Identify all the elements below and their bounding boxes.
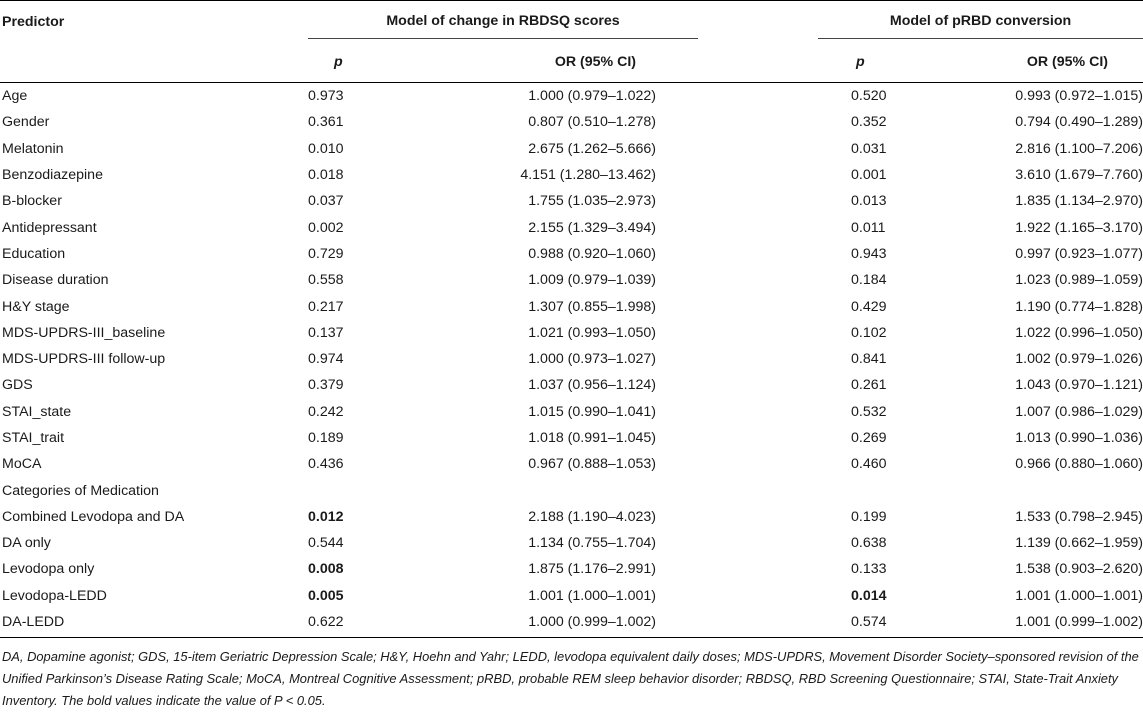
gap-cell bbox=[698, 109, 818, 135]
or-ci-rbdsq-cell: 1.000 (0.999–1.002) bbox=[378, 609, 698, 638]
or-ci-prbd-cell: 0.993 (0.972–1.015) bbox=[1015, 88, 1143, 105]
p-value-prbd-cell bbox=[818, 477, 938, 503]
table-row bbox=[0, 609, 1143, 638]
or-ci-rbdsq-cell: 1.015 (0.990–1.041) bbox=[528, 403, 657, 420]
predictor-cell: Antidepressant bbox=[2, 219, 97, 236]
p-value-prbd-cell: 0.184 bbox=[851, 272, 887, 289]
predictor-subheader-empty bbox=[0, 42, 308, 83]
or-ci-rbdsq-cell: 1.134 (0.755–1.704) bbox=[528, 535, 657, 552]
gap-cell bbox=[698, 136, 818, 162]
header-row-groups bbox=[0, 1, 1143, 43]
p-value-rbdsq-cell: 0.361 bbox=[308, 114, 344, 131]
gap-cell bbox=[698, 267, 818, 293]
or-ci-prbd-cell: 1.533 (0.798–2.945) bbox=[1015, 508, 1143, 525]
gap-cell bbox=[698, 83, 818, 110]
predictor-cell: STAI_trait bbox=[2, 430, 65, 446]
p-value-prbd-cell: 0.199 bbox=[851, 508, 887, 525]
p-value-rbdsq-cell: 0.379 bbox=[308, 377, 344, 394]
or-ci-prbd-cell: 1.001 (0.999–1.002) bbox=[938, 609, 1143, 638]
p-value-rbdsq-cell: 0.558 bbox=[308, 272, 344, 289]
or-ci-rbdsq-cell: 0.988 (0.920–1.060) bbox=[528, 245, 657, 262]
p-value-prbd-cell: 0.460 bbox=[851, 456, 887, 473]
or-ci-prbd-cell: 1.043 (0.970–1.121) bbox=[1015, 377, 1143, 394]
gap-cell bbox=[698, 372, 818, 398]
predictor-cell: Categories of Medication bbox=[2, 482, 159, 499]
or-ci-rbdsq-cell: 1.875 (1.176–2.991) bbox=[528, 561, 657, 578]
or-ci-rbdsq-cell: 0.967 (0.888–1.053) bbox=[528, 456, 657, 473]
rbdsq-model-title: Model of change in RBDSQ scores bbox=[308, 5, 698, 39]
p-value-rbdsq-cell: 0.436 bbox=[308, 456, 344, 473]
p-value-prbd-cell: 0.031 bbox=[851, 140, 887, 157]
subheader-gap bbox=[698, 42, 818, 83]
table-row bbox=[0, 477, 1143, 503]
table-footnote: DA, Dopamine agonist; GDS, 15-item Geriatric Depression Scale; H&Y, Hoehn and Yahr; LEDD, levodopa equivalent daily doses; MDS-UPDRS, Movement Disorder Society–sponsored revision of the Unified Parkinson’s Disease Rating Scale; MoCA, Montreal Cognitive Assessment; pRBD, probable REM sleep behavior disorder; RBDSQ, RBD Screening Questionnaire; STAI, State-Trait Anxiety Inventory. The bold values indicate the value of P < 0.05. bbox=[2, 649, 1139, 709]
p-value-rbdsq-cell: 0.622 bbox=[308, 609, 378, 638]
or-ci-rbdsq-cell: 2.188 (1.190–4.023) bbox=[528, 508, 657, 525]
or-ci-rbdsq-cell: 1.001 (1.000–1.001) bbox=[528, 587, 657, 604]
predictor-cell: DA-LEDD bbox=[0, 609, 308, 638]
or-ci-rbdsq-cell: 0.807 (0.510–1.278) bbox=[528, 114, 657, 131]
gap-cell bbox=[698, 162, 818, 188]
predictor-cell: Age bbox=[2, 88, 28, 105]
p-value-prbd-cell: 0.574 bbox=[818, 609, 938, 638]
gap-cell bbox=[698, 451, 818, 477]
predictor-cell: Melatonin bbox=[2, 140, 64, 157]
or-ci-prbd-cell: 1.190 (0.774–1.828) bbox=[1015, 298, 1143, 315]
or-ci-rbdsq-cell: 4.151 (1.280–13.462) bbox=[520, 167, 657, 184]
or-ci-header-prbd: OR (95% CI) bbox=[938, 42, 1143, 83]
table-row bbox=[0, 293, 1143, 319]
gap-cell bbox=[698, 214, 818, 240]
predictor-cell: Benzodiazepine bbox=[2, 167, 103, 184]
predictor-cell: Disease duration bbox=[2, 272, 109, 289]
predictor-cell: H&Y stage bbox=[2, 298, 70, 315]
table-row bbox=[0, 504, 1143, 530]
results-table-body bbox=[0, 83, 1143, 638]
gap-cell bbox=[698, 188, 818, 214]
prbd-model-header bbox=[818, 1, 1143, 43]
p-value-rbdsq-cell: 0.544 bbox=[308, 535, 344, 552]
p-value-header-rbdsq: p bbox=[308, 42, 378, 83]
or-ci-prbd-cell: 1.922 (1.165–3.170) bbox=[1015, 219, 1143, 236]
p-value-rbdsq-cell: 0.974 bbox=[308, 351, 344, 368]
p-value-prbd-cell: 0.102 bbox=[851, 324, 887, 341]
prbd-model-title: Model of pRBD conversion bbox=[818, 5, 1143, 39]
or-ci-rbdsq-cell: 1.307 (0.855–1.998) bbox=[528, 298, 657, 315]
table-row bbox=[0, 399, 1143, 425]
p-value-prbd-cell: 0.429 bbox=[851, 298, 887, 315]
p-value-rbdsq-cell: 0.008 bbox=[308, 561, 344, 578]
or-ci-rbdsq-cell: 1.037 (0.956–1.124) bbox=[528, 377, 657, 394]
p-value-prbd-cell: 0.014 bbox=[851, 587, 887, 604]
predictor-cell: GDS bbox=[2, 377, 33, 394]
predictor-cell: MDS-UPDRS-III follow-up bbox=[2, 351, 166, 368]
or-ci-header-rbdsq: OR (95% CI) bbox=[378, 42, 698, 83]
gap-cell bbox=[698, 425, 818, 451]
predictor-cell: DA only bbox=[2, 535, 51, 552]
gap-cell bbox=[698, 583, 818, 609]
or-ci-prbd-cell: 1.002 (0.979–1.026) bbox=[1015, 351, 1143, 368]
predictor-cell: Levodopa only bbox=[2, 561, 95, 578]
or-ci-prbd-cell: 0.794 (0.490–1.289) bbox=[1015, 114, 1143, 131]
p-value-prbd-cell: 0.013 bbox=[851, 193, 887, 210]
p-value-prbd-cell: 0.638 bbox=[851, 535, 887, 552]
or-ci-rbdsq-cell: 1.000 (0.979–1.022) bbox=[528, 88, 657, 105]
or-ci-rbdsq-cell: 2.675 (1.262–5.666) bbox=[528, 140, 657, 157]
or-ci-prbd-cell: 3.610 (1.679–7.760) bbox=[1015, 167, 1143, 184]
or-ci-rbdsq-cell: 1.755 (1.035–2.973) bbox=[528, 193, 657, 210]
predictor-cell: Education bbox=[2, 245, 66, 262]
table-row bbox=[0, 451, 1143, 477]
table-row bbox=[0, 267, 1143, 293]
predictor-cell: Levodopa-LEDD bbox=[2, 587, 107, 604]
predictor-cell: Combined Levodopa and DA bbox=[2, 508, 185, 525]
predictor-cell: MoCA bbox=[2, 456, 42, 473]
or-ci-rbdsq-cell: 1.018 (0.991–1.045) bbox=[528, 430, 657, 446]
table-row bbox=[0, 346, 1143, 372]
table-row bbox=[0, 188, 1143, 214]
header-row-columns bbox=[0, 42, 1143, 83]
p-value-rbdsq-cell: 0.729 bbox=[308, 245, 344, 262]
p-value-prbd-cell: 0.841 bbox=[851, 351, 887, 368]
or-ci-prbd-cell: 0.997 (0.923–1.077) bbox=[1015, 245, 1143, 262]
table-row bbox=[0, 83, 1143, 110]
or-ci-prbd-cell: 2.816 (1.100–7.206) bbox=[1015, 140, 1143, 157]
or-ci-prbd-cell: 1.013 (0.990–1.036) bbox=[1015, 430, 1143, 446]
table-row bbox=[0, 372, 1143, 398]
p-value-prbd-cell: 0.532 bbox=[851, 403, 887, 420]
p-value-rbdsq-cell: 0.010 bbox=[308, 140, 344, 157]
p-value-rbdsq-cell: 0.137 bbox=[308, 324, 344, 341]
or-ci-prbd-cell bbox=[938, 477, 1143, 503]
predictor-cell: STAI_state bbox=[2, 403, 72, 420]
predictor-cell: B-blocker bbox=[2, 193, 62, 210]
p-value-prbd-cell: 0.520 bbox=[851, 88, 887, 105]
p-value-rbdsq-cell: 0.242 bbox=[308, 403, 344, 420]
header-gap bbox=[698, 1, 818, 43]
gap-cell bbox=[698, 530, 818, 556]
or-ci-prbd-cell: 1.023 (0.989–1.059) bbox=[1015, 272, 1143, 289]
p-value-rbdsq-cell: 0.189 bbox=[308, 430, 344, 446]
rbdsq-model-header bbox=[308, 1, 698, 43]
p-value-prbd-cell: 0.352 bbox=[851, 114, 887, 131]
or-ci-rbdsq-cell bbox=[378, 477, 698, 503]
predictor-cell: Gender bbox=[2, 114, 50, 131]
p-value-rbdsq-cell: 0.037 bbox=[308, 193, 344, 210]
p-value-rbdsq-cell: 0.005 bbox=[308, 587, 344, 604]
gap-cell bbox=[698, 241, 818, 267]
predictor-header: Predictor bbox=[0, 1, 308, 43]
table-row bbox=[0, 425, 1143, 451]
or-ci-prbd-cell: 1.001 (1.000–1.001) bbox=[1015, 587, 1143, 604]
p-value-prbd-cell: 0.011 bbox=[851, 219, 886, 236]
table-row bbox=[0, 241, 1143, 267]
gap-cell bbox=[698, 399, 818, 425]
table-row bbox=[0, 530, 1143, 556]
or-ci-prbd-cell: 1.538 (0.903–2.620) bbox=[1015, 561, 1143, 578]
or-ci-rbdsq-cell: 1.000 (0.973–1.027) bbox=[528, 351, 657, 368]
p-value-rbdsq-cell: 0.973 bbox=[308, 88, 344, 105]
table-row bbox=[0, 109, 1143, 135]
p-value-rbdsq-cell bbox=[308, 477, 378, 503]
or-ci-rbdsq-cell: 2.155 (1.329–3.494) bbox=[528, 219, 657, 236]
p-value-prbd-cell: 0.943 bbox=[851, 245, 887, 262]
p-value-header-prbd: p bbox=[818, 42, 938, 83]
or-ci-prbd-cell: 1.835 (1.134–2.970) bbox=[1015, 193, 1143, 210]
p-value-rbdsq-cell: 0.012 bbox=[308, 508, 344, 525]
p-value-prbd-cell: 0.133 bbox=[851, 561, 887, 578]
gap-cell bbox=[698, 320, 818, 346]
table-row bbox=[0, 320, 1143, 346]
gap-cell bbox=[698, 556, 818, 582]
or-ci-prbd-cell: 1.139 (0.662–1.959) bbox=[1015, 535, 1143, 552]
p-value-prbd-cell: 0.261 bbox=[851, 377, 887, 394]
gap-cell bbox=[698, 477, 818, 503]
table-row bbox=[0, 583, 1143, 609]
or-ci-prbd-cell: 1.007 (0.986–1.029) bbox=[1015, 403, 1143, 420]
p-value-rbdsq-cell: 0.018 bbox=[308, 167, 344, 184]
p-value-rbdsq-cell: 0.002 bbox=[308, 219, 344, 236]
or-ci-prbd-cell: 0.966 (0.880–1.060) bbox=[1015, 456, 1143, 473]
p-value-prbd-cell: 0.269 bbox=[851, 430, 887, 446]
table-row bbox=[0, 162, 1143, 188]
predictor-cell: MDS-UPDRS-III_baseline bbox=[2, 324, 166, 341]
gap-cell bbox=[698, 504, 818, 530]
gap-cell bbox=[698, 346, 818, 372]
gap-cell bbox=[698, 293, 818, 319]
or-ci-rbdsq-cell: 1.021 (0.993–1.050) bbox=[528, 324, 657, 341]
table-row bbox=[0, 214, 1143, 240]
or-ci-rbdsq-cell: 1.009 (0.979–1.039) bbox=[528, 272, 657, 289]
p-value-rbdsq-cell: 0.217 bbox=[308, 298, 344, 315]
table-row bbox=[0, 136, 1143, 162]
or-ci-prbd-cell: 1.022 (0.996–1.050) bbox=[1015, 324, 1143, 341]
p-value-prbd-cell: 0.001 bbox=[851, 167, 887, 184]
gap-cell bbox=[698, 609, 818, 638]
table-row bbox=[0, 556, 1143, 582]
